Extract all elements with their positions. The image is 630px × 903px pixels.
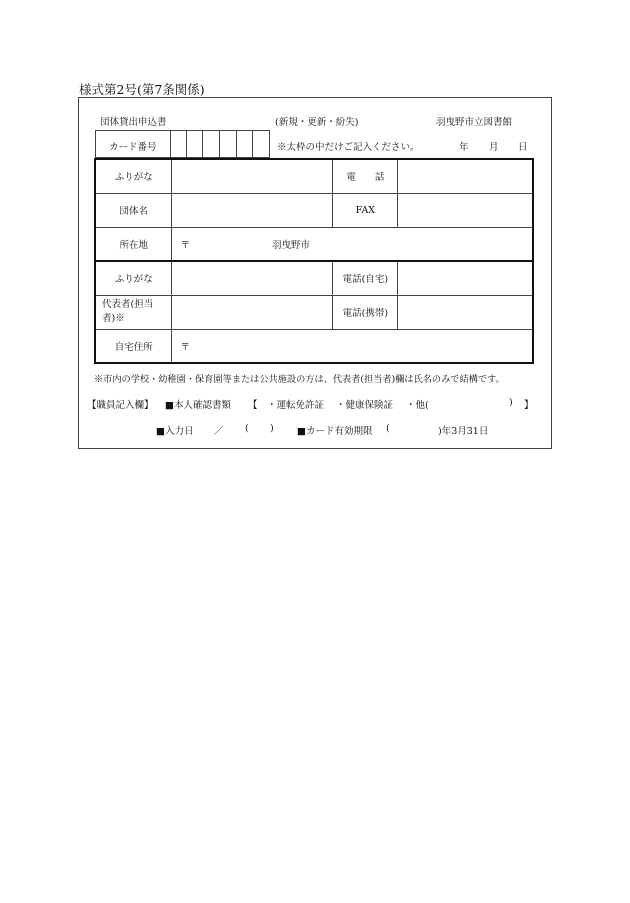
table-row — [95, 295, 533, 329]
table-row — [95, 193, 533, 227]
card-number-digit-box[interactable] — [219, 131, 236, 157]
home-address-label: 自宅住所 — [95, 329, 172, 363]
card-number-digit-box[interactable] — [170, 131, 186, 157]
representative-label-cell — [95, 295, 172, 329]
phone-label: 電 話 — [333, 159, 398, 193]
postal-mark: 〒 — [180, 239, 190, 251]
phone-field[interactable] — [398, 159, 533, 193]
date-year-label: 年 — [459, 142, 469, 153]
option-other: ・他( — [406, 400, 429, 411]
representative-label: 代表者(担当者)※ — [102, 299, 154, 324]
library-name: 羽曳野市立図書館 — [436, 117, 513, 128]
date-month-label: 月 — [489, 142, 499, 153]
group-furigana-field[interactable] — [172, 159, 333, 193]
city-prefix: 羽曳野市 — [271, 239, 310, 251]
card-expiry-suffix: )年3月31日 — [438, 426, 489, 437]
application-type-options: (新規・更新・紛失) — [275, 117, 359, 128]
card-number-digit-box[interactable] — [186, 131, 203, 157]
rep-furigana-label: ふりがな — [95, 261, 172, 295]
fax-label: FAX — [333, 193, 398, 227]
option-drivers-license: ・運転免許証 — [267, 400, 325, 411]
staff-section-label: 【職員記入欄】 — [87, 400, 154, 411]
date-day-label: 日 — [518, 142, 528, 153]
entry-date-label: ■入力日 — [156, 426, 194, 437]
footnote: ※市内の学校・幼稚園・保育園等または公共施設の方は、代表者(担当者)欄は氏名のみで結構です。 — [94, 374, 505, 385]
form-title: 団体貸出申込書 — [100, 117, 167, 128]
address-field[interactable] — [172, 227, 533, 261]
bracket-open: 【 — [248, 400, 258, 411]
option-health-insurance: ・健康保険証 — [336, 400, 394, 411]
group-name-field[interactable] — [172, 193, 333, 227]
bracket-close: 】 — [524, 400, 534, 411]
fax-field[interactable] — [398, 193, 533, 227]
table-row — [95, 159, 533, 193]
application-table — [94, 158, 534, 364]
card-expiry-paren-open: ( — [386, 423, 390, 434]
table-row — [95, 227, 533, 261]
mobile-phone-field[interactable] — [398, 295, 533, 329]
card-number-boxes — [170, 130, 270, 158]
home-postal-mark: 〒 — [180, 341, 190, 353]
representative-field[interactable] — [172, 295, 333, 329]
rep-furigana-field[interactable] — [172, 261, 333, 295]
address-label: 所在地 — [95, 227, 172, 261]
form-number: 様式第2号(第7条関係) — [79, 82, 205, 97]
group-furigana-label: ふりがな — [95, 159, 172, 193]
group-name-label: 団体名 — [95, 193, 172, 227]
home-address-field[interactable] — [172, 329, 533, 363]
mobile-phone-label: 電話(携帯) — [333, 295, 398, 329]
entry-date-slash: ／ — [214, 426, 224, 437]
card-number-digit-box[interactable] — [202, 131, 219, 157]
entry-date-paren-open: ( — [245, 423, 249, 434]
table-row — [95, 261, 533, 295]
other-close-paren: ) — [509, 397, 513, 408]
card-number-digit-box[interactable] — [236, 131, 253, 157]
home-phone-field[interactable] — [398, 261, 533, 295]
home-phone-label: 電話(自宅) — [333, 261, 398, 295]
entry-date-paren-close: ) — [270, 423, 274, 434]
fill-instruction: ※太枠の中だけご記入ください。 — [277, 142, 420, 153]
card-number-digit-box[interactable] — [252, 131, 269, 157]
card-expiry-label: ■カード有効期限 — [297, 426, 373, 437]
table-row — [95, 329, 533, 363]
card-number-label: カード番号 — [109, 142, 157, 153]
id-documents-label: ■本人確認書類 — [165, 400, 231, 411]
